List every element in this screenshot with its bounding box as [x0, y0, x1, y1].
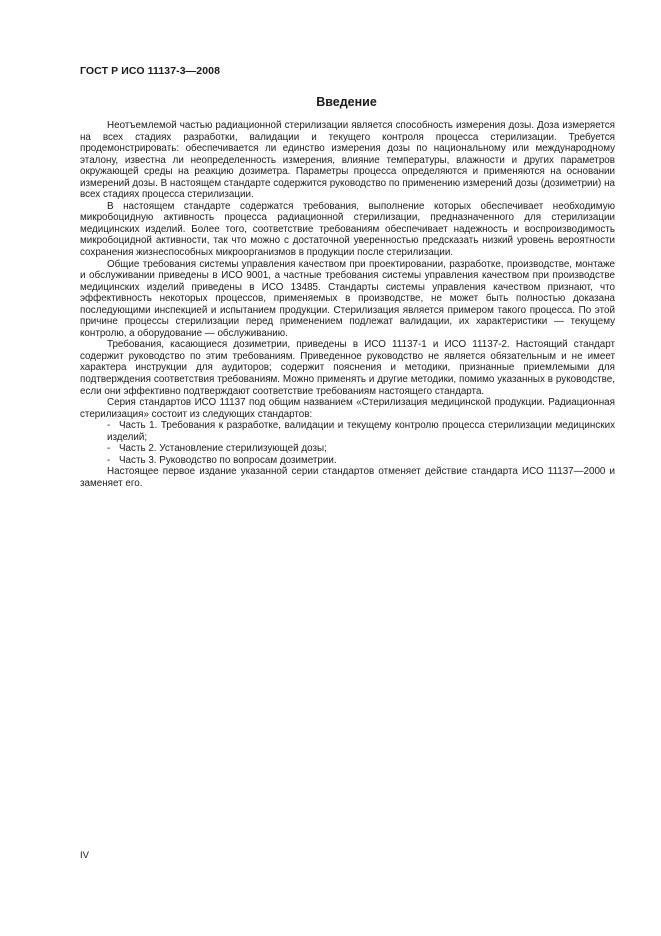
list-item-part-3: [80, 455, 615, 467]
list-dash: -: [107, 454, 111, 466]
paragraph-intro: Неотъемлемой частью радиационной стерилизации является способность измерения дозы. Доза измеряется на всех стадиях разработки, валидации и текущего контроля процесса стерилизации. Требуется продемонстрировать: обеспечивается ли единство измерения дозы по национальному или международному эталону, известна ли неопределенность измерения, влияние температуры, влажности и других параметров окружающей среды на реакцию дозиметра. Параметры процесса определяются и применяются на основании измерений дозы. В настоящем стандарте содержится руководство по применению измерений дозы (дозиметрии) на всех стадиях процесса стерилизации.: [80, 120, 615, 201]
list-item-text: Часть 3. Руководство по вопросам дозиметрии.: [119, 454, 337, 466]
paragraph-requirements: В настоящем стандарте содержатся требования, выполнение которых обеспечивает необходимую микробоцидную активность процесса радиационной стерилизации, предназначенного для стерилизации медицинских изделий. Более того, соответствие требованиям обеспечивает надежность и воспроизводимость микробоцидной активности, так что можно с достаточной уверенностью предсказать низкий уровень вероятности сохранения жизнеспособных микроорганизмов в продукции после стерилизации.: [80, 200, 615, 259]
list-item-text: Часть 1. Требования к разработке, валидации и текущему контролю процесса стерилизации медицинских изделий;: [107, 420, 615, 443]
list-item-text: Часть 2. Установление стерилизующей дозы;: [119, 443, 327, 455]
section-title: Введение: [316, 95, 377, 109]
list-dash: -: [107, 420, 111, 432]
paragraph-quality-management: Общие требования системы управления качеством при проектировании, разработке, производстве, монтаже и обслуживании приведены в ИСО 9001, а частные требования системы управления качеством при производстве медицинских изделий приведены в ИСО 13485. Стандарты системы управления качеством признают, что эффективность некоторых процессов, применяемых в производстве, не может быть полностью доказана последующими инспекцией и испытанием продукции. Стерилизация является примером такого процесса. По этой причине процессы стерилизации перед применением подлежат валидации, их характеристики — текущему контролю, а оборудование — обслуживанию.: [80, 258, 615, 339]
list-item-part-1: [80, 420, 615, 443]
list-dash: -: [107, 443, 111, 455]
page-number: IV: [80, 850, 89, 861]
document-body: [80, 120, 615, 490]
list-item-part-2: [80, 443, 615, 455]
document-standard-id: ГОСТ Р ИСО 11137-3—2008: [80, 65, 221, 77]
paragraph-series: Серия стандартов ИСО 11137 под общим названием «Стерилизация медицинской продукции. Радиационная стерилизация» состоит из следующих стандартов:: [80, 397, 615, 420]
paragraph-closing: Настоящее первое издание указанной серии стандартов отменяет действие стандарта ИСО 11137—2000 и заменяет его.: [80, 466, 615, 489]
paragraph-dosimetry-guidance: Требования, касающиеся дозиметрии, приведены в ИСО 11137-1 и ИСО 11137-2. Настоящий стандарт содержит руководство по этим требованиям. Приведенное руководство не является обязательным и не имеет характера инструкции для аудиторов; содержит пояснения и методики, признанные приемлемыми для подтверждения соответствия требованиям. Можно применять и другие методики, помимо указанных в руководстве, если они эффективно подтверждают соответствие требованиям настоящего стандарта.: [80, 339, 615, 397]
